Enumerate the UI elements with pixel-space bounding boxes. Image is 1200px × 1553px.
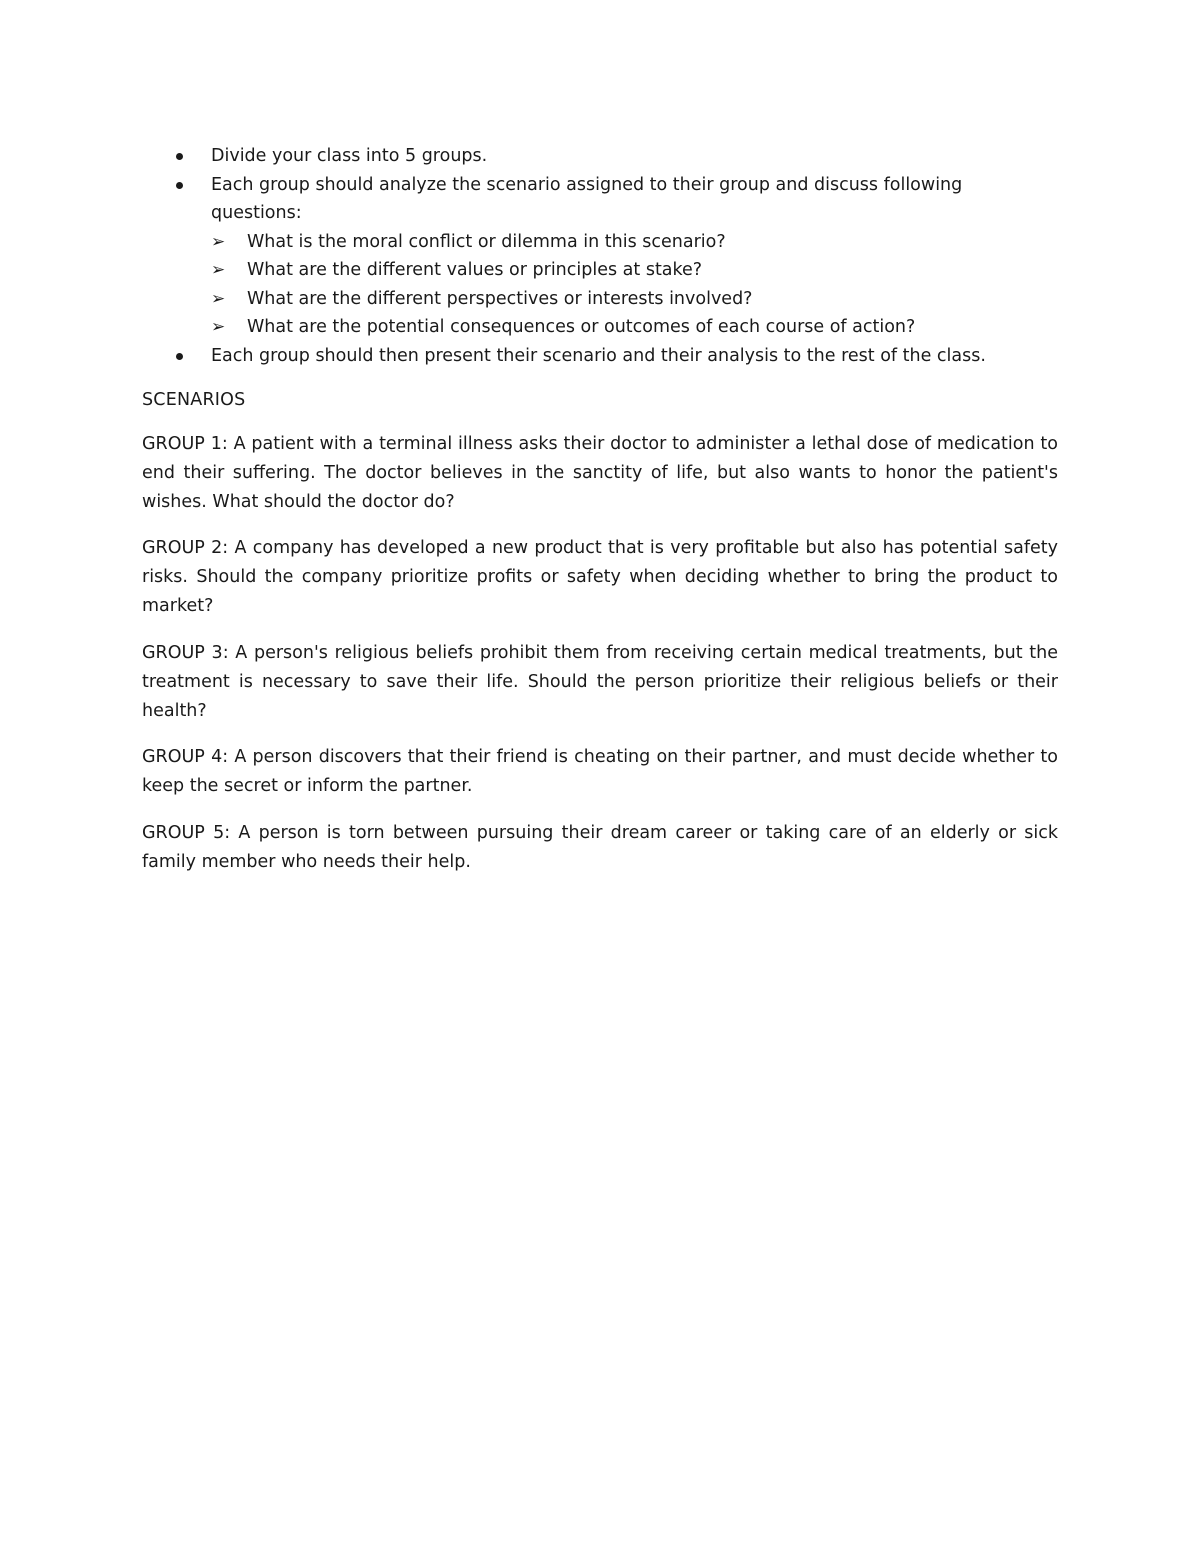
scenario-group-4: GROUP 4: A person discovers that their friend is cheating on their partner, and must decide whether to keep the secret or inform the partner.	[142, 747, 1058, 796]
instruction-text: Each group should analyze the scenario assigned to their group and discuss following questions:	[211, 174, 963, 223]
question-item	[211, 285, 1058, 314]
instruction-list	[142, 142, 1058, 370]
question-text: What are the different perspectives or interests involved?	[247, 288, 753, 309]
question-item	[211, 256, 1058, 285]
scenario-group-2: GROUP 2: A company has developed a new product that is very profitable but also has potential safety risks. Should the company prioritize profits or safety when deciding whether to bring the product to market?	[142, 538, 1058, 616]
document-body	[142, 142, 1058, 894]
instruction-text: Each group should then present their scenario and their analysis to the rest of the class.	[211, 345, 986, 366]
bullet-dot-icon	[176, 353, 183, 360]
instruction-item	[142, 171, 1058, 342]
arrow-bullet-icon: ➢	[211, 288, 226, 309]
arrow-bullet-icon: ➢	[211, 317, 226, 337]
question-item	[211, 313, 1058, 342]
scenario-group-3: GROUP 3: A person's religious beliefs prohibit them from receiving certain medical treatments, but the treatment is necessary to save their life. Should the person prioritize their religious beliefs or their health?	[142, 642, 1058, 721]
bullet-dot-icon	[176, 153, 183, 160]
scenario-group-5: GROUP 5: A person is torn between pursuing their dream career or taking care of an elderly or sick family member who needs their help.	[142, 822, 1058, 872]
question-text: What are the different values or principles at stake?	[247, 260, 703, 280]
question-text: What are the potential consequences or outcomes of each course of action?	[247, 317, 916, 337]
instruction-item	[142, 142, 1058, 171]
question-item	[211, 228, 1058, 257]
question-text: What is the moral conflict or dilemma in this scenario?	[247, 231, 726, 252]
scenario-group-1: GROUP 1: A patient with a terminal illness asks their doctor to administer a lethal dose of medication to end their suffering. The doctor believes in the sanctity of life, but also wants to honor the patient's wishes. What should the doctor do?	[142, 433, 1058, 512]
instruction-text: Divide your class into 5 groups.	[211, 146, 488, 166]
instruction-item	[142, 342, 1058, 371]
question-list	[211, 228, 1058, 342]
arrow-bullet-icon: ➢	[211, 231, 226, 252]
scenarios-heading: SCENARIOS	[142, 390, 246, 410]
arrow-bullet-icon: ➢	[211, 260, 226, 280]
bullet-dot-icon	[176, 182, 183, 189]
